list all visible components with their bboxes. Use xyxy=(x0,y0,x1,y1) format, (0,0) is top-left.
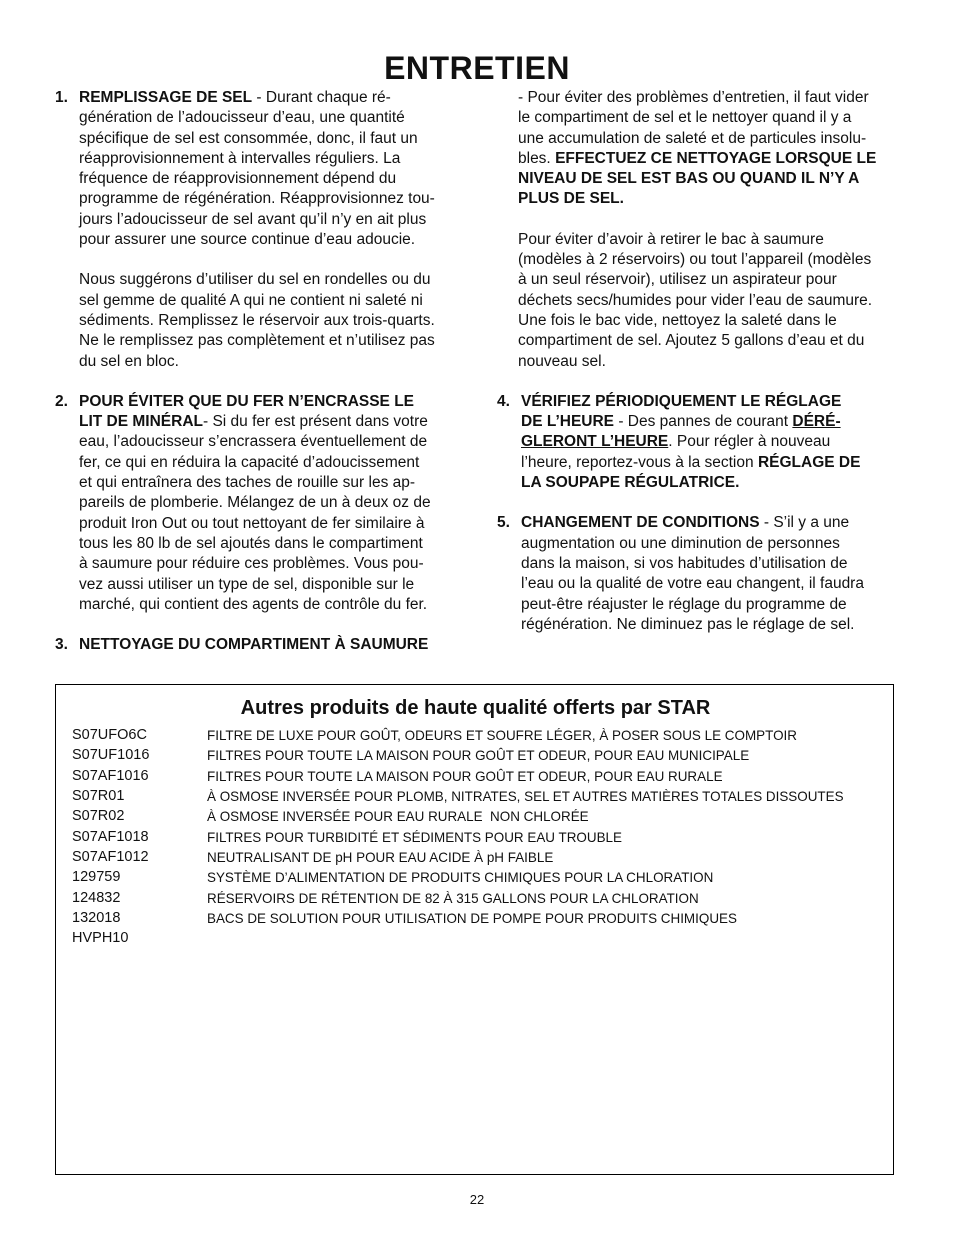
text-line: vez aussi utiliser un type de sel, disponible sur le xyxy=(79,575,415,593)
section-body xyxy=(79,635,460,655)
products-box xyxy=(55,684,894,1175)
text-line: spécifique de sel est consommée, donc, il faut un xyxy=(79,129,418,147)
section-body xyxy=(79,88,460,372)
left-column xyxy=(55,88,460,675)
emphasis-text: NIVEAU DE SEL EST BAS OU QUAND IL N’Y A xyxy=(518,170,860,188)
products-box-title: Autres produits de haute qualité offerts par STAR xyxy=(240,697,711,719)
underlined-warning: GLERONT L’HEURE xyxy=(521,433,669,451)
section-reference: RÉGLAGE DE xyxy=(757,453,861,471)
section-heading-cont: DE L’HEURE xyxy=(521,413,615,431)
text-line: augmentation ou une diminution de personnes xyxy=(521,534,840,552)
product-list xyxy=(72,725,882,948)
page-number: 22 xyxy=(469,1192,485,1207)
section-iron-fouling xyxy=(55,392,460,615)
text-line: - Des pannes de courant xyxy=(614,413,793,431)
text-line: Pour éviter d’avoir à retirer le bac à saumure xyxy=(518,230,824,248)
text-line: Ne le remplissez pas complètement et n’utilisez pas xyxy=(79,332,435,350)
text-line: le compartiment de sel et le nettoyer quand il y a xyxy=(518,109,852,127)
section-heading: REMPLISSAGE DE SEL xyxy=(79,89,253,106)
text-line: marché, qui contient des agents de contrôle du fer. xyxy=(79,595,428,613)
text-line: - Si du fer est présent dans votre xyxy=(203,413,428,431)
product-row xyxy=(72,786,882,806)
emphasis-text: PLUS DE SEL. xyxy=(518,190,624,208)
text-line: dans la maison, si vos habitudes d’utilisation de xyxy=(521,554,848,572)
product-row xyxy=(72,928,882,948)
product-row xyxy=(72,826,882,846)
text-line: l’eau ou la qualité de votre eau changent, il faudra xyxy=(521,575,864,593)
item-number: 2. xyxy=(55,392,68,410)
text-line: l’heure, reportez-vous à la section xyxy=(521,453,758,471)
product-row xyxy=(72,745,882,765)
text-line: à un seul réservoir), utilisez un aspirateur pour xyxy=(518,271,837,289)
section-heading: VÉRIFIEZ PÉRIODIQUEMENT LE RÉGLAGE xyxy=(521,392,842,410)
page-title: ENTRETIEN xyxy=(384,50,570,86)
text-line: réapprovisionnement à intervalles réguliers. La xyxy=(79,149,401,167)
text-line: - S’il y a une xyxy=(759,514,850,532)
text-line: Une fois le bac vide, nettoyez la saleté dans le xyxy=(518,311,837,329)
text-line: régénération. Ne diminuez pas le réglage de sel. xyxy=(521,615,855,633)
text-line: fréquence de réapprovisionnement dépend du xyxy=(79,170,397,188)
text-line: jours l’adoucisseur de sel avant qu’il n’y en ait plus xyxy=(79,210,427,228)
text-line: sel gemme de qualité A qui ne contient ni saleté ni xyxy=(79,291,423,309)
section-body xyxy=(521,392,899,493)
section-heading: POUR ÉVITER QUE DU FER N’ENCRASSE LE xyxy=(79,392,415,410)
emphasis-text: EFFECTUEZ CE NETTOYAGE LORSQUE LE xyxy=(555,149,877,167)
product-code: S07AF1016 xyxy=(72,767,149,784)
product-row xyxy=(72,867,882,887)
text-line: tous les 80 lb de sel ajoutés dans le compartiment xyxy=(79,534,423,552)
section-body xyxy=(79,392,460,615)
product-description: À OSMOSE INVERSÉE POUR EAU RURALE NON CHLORÉE xyxy=(207,808,589,825)
text-line: . Pour régler à nouveau xyxy=(668,433,831,451)
section-heading: NETTOYAGE DU COMPARTIMENT À SAUMURE xyxy=(79,636,429,654)
product-code: S07UF1016 xyxy=(72,747,150,764)
text-line: nouveau sel. xyxy=(518,352,606,370)
product-description: FILTRES POUR TOUTE LA MAISON POUR GOÛT ET ODEUR, POUR EAU RURALE xyxy=(207,767,723,784)
text-line: à saumure pour réduire ces problèmes. Vous pou- xyxy=(79,555,424,573)
section-heading-cont: LIT DE MINÉRAL xyxy=(79,413,203,431)
product-code: S07R01 xyxy=(72,788,125,805)
text-line: Nous suggérons d’utiliser du sel en rondelles ou du xyxy=(79,271,431,289)
section-changing-conditions xyxy=(497,513,899,635)
product-row xyxy=(72,766,882,786)
item-number: 5. xyxy=(497,514,510,532)
section-reference: LA SOUPAPE RÉGULATRICE. xyxy=(521,474,740,492)
item-number: 1. xyxy=(55,89,68,106)
item-number: 4. xyxy=(497,392,510,410)
section-body xyxy=(521,513,899,635)
text-line: déchets secs/humides pour vider l’eau de saumure. xyxy=(518,291,873,309)
text-line: du sel en bloc. xyxy=(79,352,179,370)
text-line: pour assurer une source continue d’eau adoucie. xyxy=(79,231,416,249)
product-code: S07R02 xyxy=(72,808,125,825)
product-code: S07AF1018 xyxy=(72,828,149,845)
product-code: HVPH10 xyxy=(72,930,129,947)
right-column xyxy=(497,88,899,655)
product-row xyxy=(72,725,882,745)
section-brine-cleaning xyxy=(55,635,460,655)
product-code: S07UFO6C xyxy=(72,727,147,744)
text-line: bles. xyxy=(518,149,556,167)
text-line: - Durant chaque ré- xyxy=(252,89,391,106)
product-description: RÉSERVOIRS DE RÉTENTION DE 82 À 315 GALLONS POUR LA CHLORATION xyxy=(207,889,699,906)
text-line: programme de régénération. Réapprovisionnez tou- xyxy=(79,190,435,208)
item-number: 3. xyxy=(55,636,68,654)
section-body xyxy=(518,88,899,372)
text-line: et qui entraînera des taches de rouille sur les ap- xyxy=(79,474,416,492)
section-brine-cleaning-continued xyxy=(497,88,899,372)
product-description: À OSMOSE INVERSÉE POUR PLOMB, NITRATES, SEL ET AUTRES MATIÈRES TOTALES DISSOUTES xyxy=(207,788,844,805)
product-row xyxy=(72,908,882,928)
product-description: FILTRES POUR TURBIDITÉ ET SÉDIMENTS POUR EAU TROUBLE xyxy=(207,828,622,845)
text-line: (modèles à 2 réservoirs) ou tout l’appareil (modèles xyxy=(518,251,872,269)
text-line: génération de l’adoucisseur d’eau, une quantité xyxy=(79,109,405,127)
product-description: BACS DE SOLUTION POUR UTILISATION DE POMPE POUR PRODUITS CHIMIQUES xyxy=(207,909,737,926)
product-description: FILTRE DE LUXE POUR GOÛT, ODEURS ET SOUFRE LÉGER, À POSER SOUS LE COMPTOIR xyxy=(207,727,797,744)
text-line: - Pour éviter des problèmes d’entretien, il faut vider xyxy=(518,89,869,106)
product-description: SYSTÈME D’ALIMENTATION DE PRODUITS CHIMIQUES POUR LA CHLORATION xyxy=(207,869,714,886)
product-code: S07AF1012 xyxy=(72,848,149,865)
text-line: une accumulation de saleté et de particules insolu- xyxy=(518,129,867,147)
product-description: NEUTRALISANT DE pH POUR EAU ACIDE À pH FAIBLE xyxy=(207,848,554,865)
text-line: eau, l’adoucisseur s’encrassera éventuellement de xyxy=(79,433,428,451)
section-clock-check xyxy=(497,392,899,493)
text-line: compartiment de sel. Ajoutez 5 gallons d’eau et du xyxy=(518,332,865,350)
product-code: 129759 xyxy=(72,869,121,886)
product-row xyxy=(72,887,882,907)
product-code: 132018 xyxy=(72,909,121,926)
section-salt-refill xyxy=(55,88,460,372)
text-line: pareils de plomberie. Mélangez de un à deux oz de xyxy=(79,494,431,512)
text-line: fer, ce qui en réduira la capacité d’adoucissement xyxy=(79,453,420,471)
text-line: peut-être réajuster le réglage du programme de xyxy=(521,595,847,613)
product-description: FILTRES POUR TOUTE LA MAISON POUR GOÛT ET ODEUR, POUR EAU MUNICIPALE xyxy=(207,747,750,764)
text-line: produit Iron Out ou tout nettoyant de fer similaire à xyxy=(79,514,425,532)
underlined-warning: DÉRÉ- xyxy=(792,413,841,431)
text-line: sédiments. Remplissez le réservoir aux trois-quarts. xyxy=(79,311,435,329)
product-row xyxy=(72,806,882,826)
section-heading: CHANGEMENT DE CONDITIONS xyxy=(521,514,760,532)
product-code: 124832 xyxy=(72,889,121,906)
product-row xyxy=(72,847,882,867)
